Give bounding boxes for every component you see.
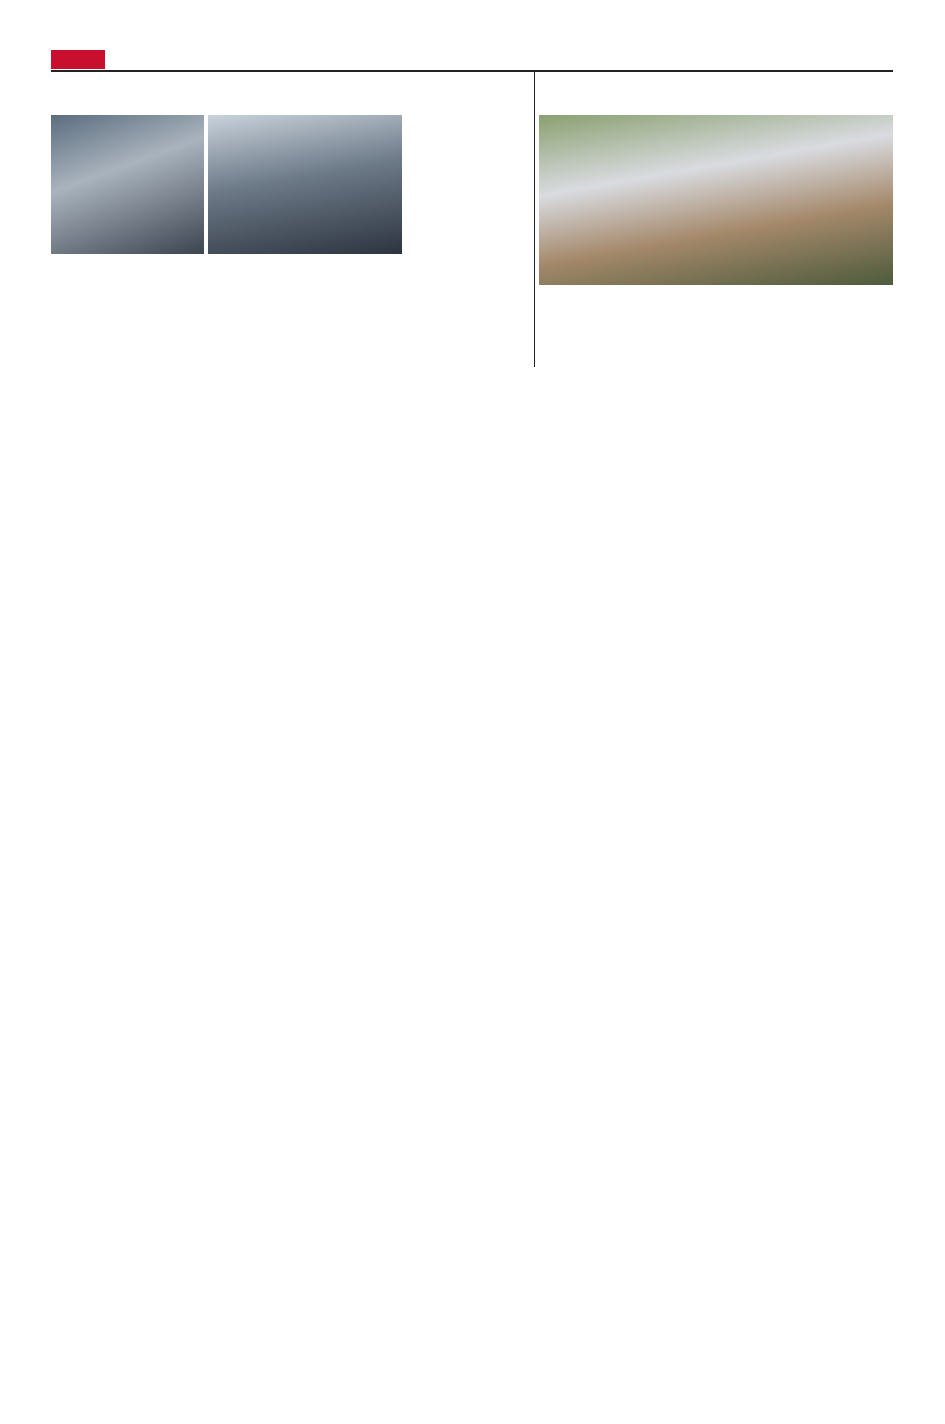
story1-body-d (408, 115, 530, 288)
header-rule (51, 70, 893, 72)
story1-body-c (289, 257, 402, 291)
column-rule (534, 72, 535, 367)
photo-vatal-protest (539, 115, 893, 285)
photo-modi-metro (208, 115, 402, 254)
story1-body-b (169, 257, 285, 291)
story1-body-a (51, 257, 165, 291)
photo-modi-flag (51, 115, 204, 254)
page-number-box (51, 50, 105, 69)
